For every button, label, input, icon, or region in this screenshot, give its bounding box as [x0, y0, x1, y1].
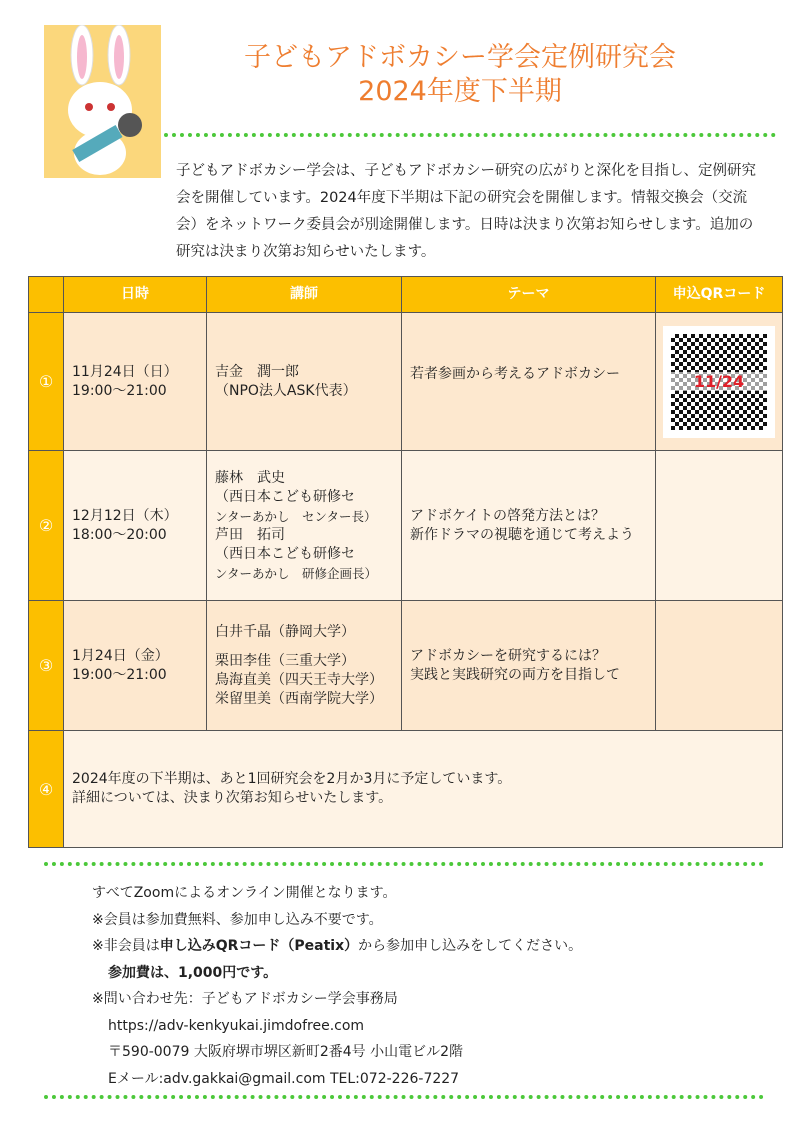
theme: アドボケイトの啓発方法とは？ [410, 507, 606, 524]
dotted-divider [44, 1095, 764, 1099]
speaker-line: 栗田李佳（三重大学） [215, 652, 355, 669]
dotted-divider [164, 133, 776, 137]
row-number: ① [29, 313, 64, 451]
member-note: ※会員は参加費無料、参加申し込み不要です。 [92, 911, 383, 928]
row-number: ② [29, 451, 64, 601]
speaker-line: （西日本こども研修セ [215, 545, 355, 562]
website-link[interactable]: https://adv-kenkyukai.jimdofree.com [108, 1017, 365, 1034]
intro-text: 子どもアドボカシー学会は、子どもアドボカシー研究の広がりと深化を目指し、定例研究会を開催しています。2024年度下半期は下記の研究会を開催します。情報交換会（交流会）をネットワーク委員会が別途開催します。日時は決まり次第お知らせします。追加の研究は決まり次第お知らせいたします。 [176, 163, 756, 260]
dotted-divider [44, 862, 764, 866]
speaker-line: ンターあかし センター長） [215, 508, 377, 524]
qr-emphasis: 申し込みQRコード（Peatix） [159, 938, 359, 954]
speaker-line: （西日本こども研修セ [215, 488, 355, 505]
note: 詳細については、決まり次第お知らせいたします。 [72, 790, 393, 806]
contact-heading: ※問い合わせ先：子どもアドボカシー学会事務局 [92, 991, 398, 1007]
footer-info [92, 880, 582, 1092]
speaker-line: 白井千晶（静岡大学） [215, 623, 355, 640]
speaker-line: 栄留里美（西南学院大学） [215, 690, 383, 707]
header-theme: テーマ [402, 277, 656, 313]
qr-label: 11/24 [671, 372, 767, 391]
row-number: ③ [29, 601, 64, 731]
time: 18:00～20:00 [72, 526, 167, 543]
online-note: すべてZoomによるオンライン開催となります。 [92, 885, 397, 901]
schedule-table [28, 276, 783, 848]
speaker-line: ンターあかし 研修企画長） [215, 565, 378, 581]
speaker-line: 鳥海直美（四天王寺大学） [215, 671, 383, 688]
theme: 新作ドラマの視聴を通じて考えよう [410, 526, 634, 543]
header-date: 日時 [64, 277, 207, 313]
date: 11月24日（日） [72, 363, 178, 380]
header-qr: 申込QRコード [656, 277, 783, 313]
speaker-line: 藤林 武史 [215, 469, 285, 486]
title-line1: 子どもアドボカシー学会定例研究会 [244, 42, 676, 73]
speaker-line: 芦田 拓司 [215, 526, 285, 543]
date: 12月12日（木） [72, 507, 178, 524]
date: 1月24日（金） [72, 647, 169, 664]
table-row [29, 451, 783, 601]
table-row [29, 731, 783, 848]
nonmember-note [92, 933, 582, 960]
note: 2024年度の下半期は、あと1回研究会を2月か3月に予定しています。 [72, 771, 512, 787]
registration-qr-code[interactable] [663, 326, 775, 438]
table-row [29, 313, 783, 451]
title-line2: 2024年度下半期 [358, 76, 562, 107]
text: ※非会員は [92, 938, 160, 954]
email-phone[interactable]: Eメール:adv.gakkai@gmail.com TEL:072-226-7227 [108, 1070, 460, 1087]
time: 19:00～21:00 [72, 666, 167, 683]
theme: 実践と実践研究の両方を目指して [410, 666, 620, 683]
speaker-line: 吉金 潤一郎 [215, 363, 299, 380]
row-number: ④ [29, 731, 64, 848]
bunny-mascot-illustration [44, 25, 161, 178]
fee-note: 参加費は、1,000円です。 [108, 964, 278, 981]
header-speaker: 講師 [207, 277, 402, 313]
text: から参加申し込みをしてください。 [358, 938, 583, 954]
speaker-line: （NPO法人ASK代表） [215, 382, 357, 399]
address: 〒590-0079 大阪府堺市堺区新町2番4号 小山電ビル2階 [108, 1044, 464, 1060]
time: 19:00～21:00 [72, 382, 167, 399]
theme: アドボカシーを研究するには？ [410, 647, 606, 664]
table-row [29, 601, 783, 731]
theme: 若者参画から考えるアドボカシー [410, 366, 620, 382]
header-num [29, 277, 64, 313]
